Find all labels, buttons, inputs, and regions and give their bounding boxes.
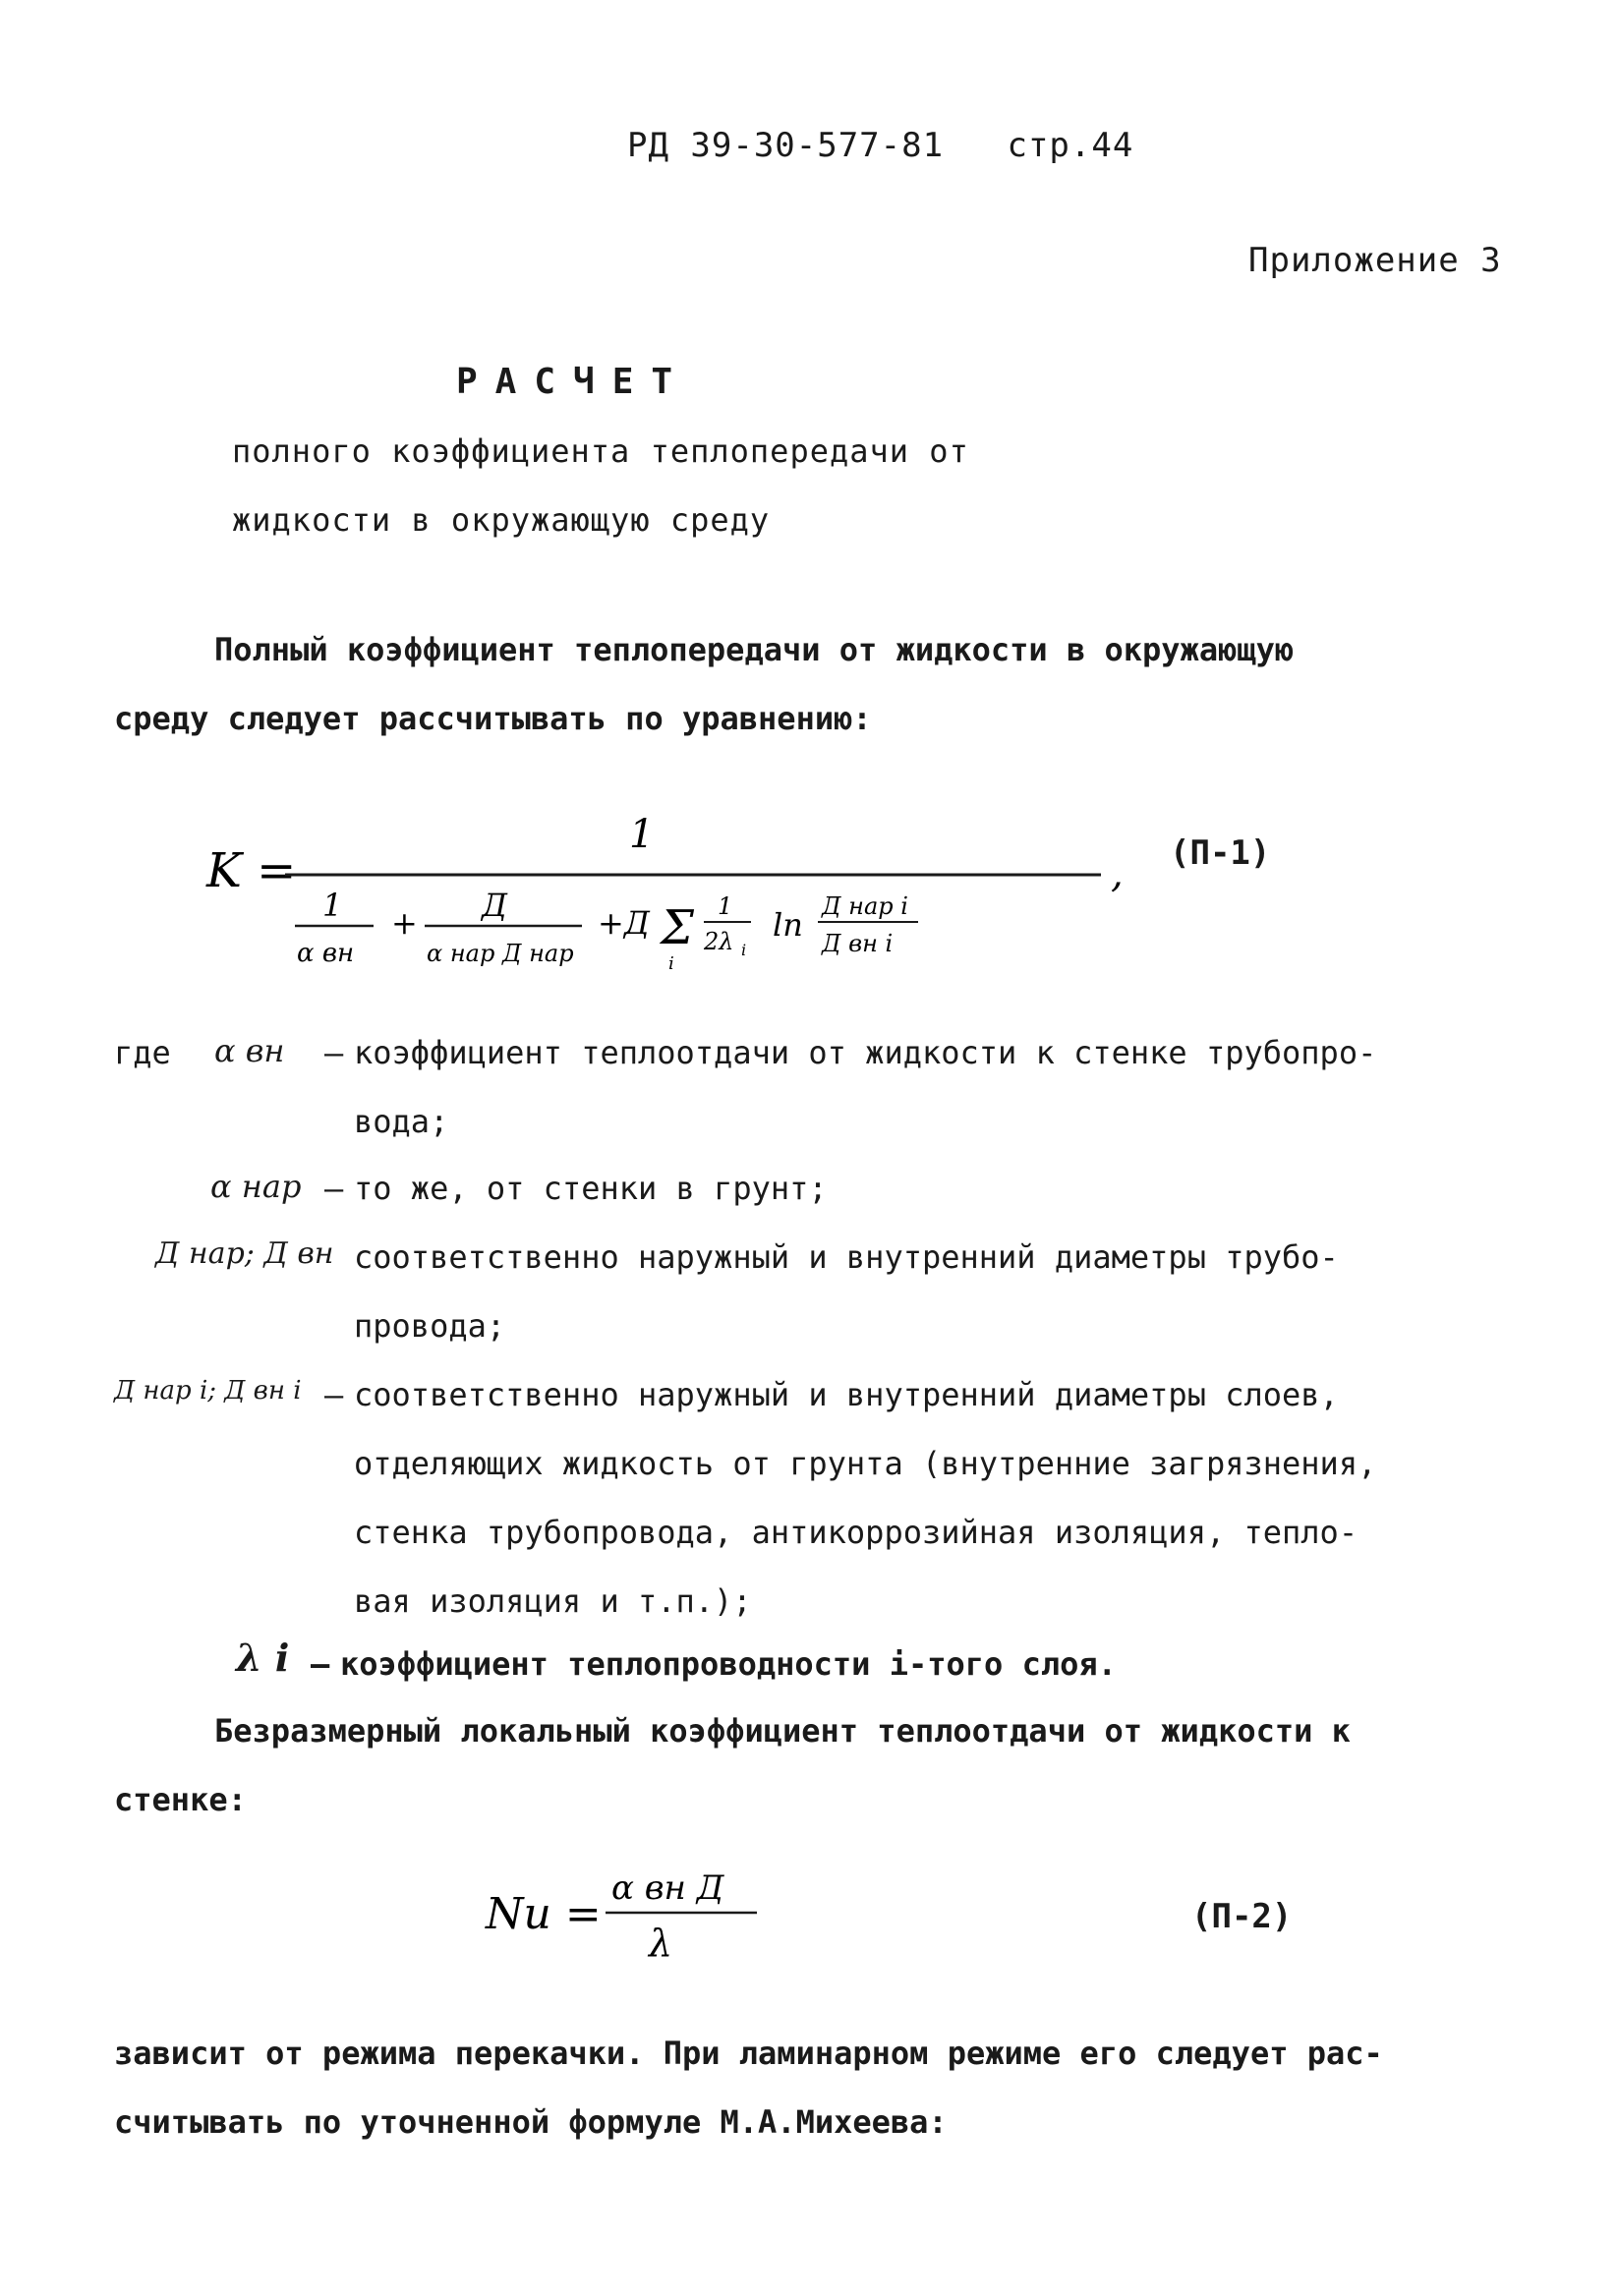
def5-symbol: λ i [236, 1636, 290, 1680]
def1-line-2: вода; [354, 1103, 449, 1140]
eq2-numerator: α вн Д [611, 1868, 724, 1908]
equation-2 [482, 1858, 796, 1985]
eq1-comma: , [1111, 851, 1124, 896]
eq1-ln-den: Д вн i [822, 930, 894, 957]
def3-line-2: провода; [354, 1307, 506, 1345]
def2-line-1: то же, от стенки в грунт; [354, 1170, 828, 1207]
eq1-term3-frac-den: 2λ [704, 928, 734, 955]
eq1-term2-num: Д [482, 887, 508, 924]
def4-dash: – [324, 1376, 344, 1413]
para2-line-2: стенке: [114, 1781, 247, 1818]
def4-line-1: соответственно наружный и внутренний диаметры слоев, [354, 1376, 1339, 1413]
intro-line-2: среду следует рассчитывать по уравнению: [114, 700, 872, 737]
para3-line-1: зависит от режима перекачки. При ламинарном режиме его следует рас- [114, 2035, 1383, 2072]
def2-dash: – [324, 1170, 344, 1207]
eq1-term1-num: 1 [322, 887, 343, 924]
eq1-plus-1: + [391, 904, 418, 942]
def3-line-1: соответственно наружный и внутренний диаметры трубо- [354, 1238, 1339, 1276]
eq1-term3-prefix: +Д [598, 904, 650, 942]
intro-line-1: Полный коэффициент теплопередачи от жидкости в окружающую [214, 631, 1295, 668]
eq1-ln-label: ln [773, 906, 803, 944]
eq1-term3-frac-den-sub: i [741, 941, 747, 959]
def1-dash: – [324, 1034, 344, 1071]
def5-dash: – [311, 1645, 330, 1683]
def4-line-2: отделяющих жидкость от грунта (внутренние загрязнения, [354, 1445, 1377, 1482]
def5-line-1: коэффициент теплопроводности i-того слоя. [340, 1645, 1117, 1683]
def4-symbol: Д нар i; Д вн i [114, 1376, 302, 1406]
def1-line-1: коэффициент теплоотдачи от жидкости к стенке трубопро- [354, 1034, 1377, 1071]
subtitle-line-2: жидкости в окружающую среду [232, 501, 771, 539]
eq1-sum-symbol: Σ [661, 900, 694, 955]
para3-line-2: считывать по уточненной формуле М.А.Михеева: [114, 2103, 948, 2141]
eq1-number: (П-1) [1170, 833, 1271, 873]
page-header [627, 126, 1133, 165]
def3-symbol: Д нар; Д вн [155, 1236, 334, 1271]
doc-code: РД 39-30-577-81 [627, 126, 945, 165]
eq1-term3-frac-num: 1 [718, 892, 733, 920]
page-label: стр.44 [1007, 126, 1134, 165]
def4-line-4: вая изоляция и т.п.); [354, 1582, 752, 1620]
eq2-lhs: Nu = [486, 1889, 602, 1939]
eq1-numerator: 1 [629, 812, 655, 857]
def1-symbol: α вн [214, 1032, 285, 1069]
eq2-denominator: λ [649, 1922, 673, 1965]
equation-1 [197, 806, 1376, 983]
eq1-ln-num: Д нар i [822, 892, 908, 920]
eq1-term1-den: α вн [297, 939, 355, 968]
appendix-label: Приложение 3 [1248, 241, 1502, 280]
eq1-sum-index: i [668, 953, 674, 974]
eq1-term2-den: α нар Д нар [427, 940, 574, 967]
def4-line-3: стенка трубопровода, антикоррозийная изоляция, тепло- [354, 1514, 1358, 1551]
subtitle-line-1: полного коэффициента теплопередачи от [232, 432, 969, 470]
def2-symbol: α нар [210, 1168, 302, 1205]
where-label: где [114, 1034, 171, 1071]
eq2-number: (П-2) [1191, 1897, 1293, 1936]
para2-line-1: Безразмерный локальный коэффициент теплоотдачи от жидкости к [214, 1712, 1351, 1750]
eq1-lhs: K = [206, 843, 297, 898]
document-title: РАСЧЕТ [456, 362, 691, 402]
